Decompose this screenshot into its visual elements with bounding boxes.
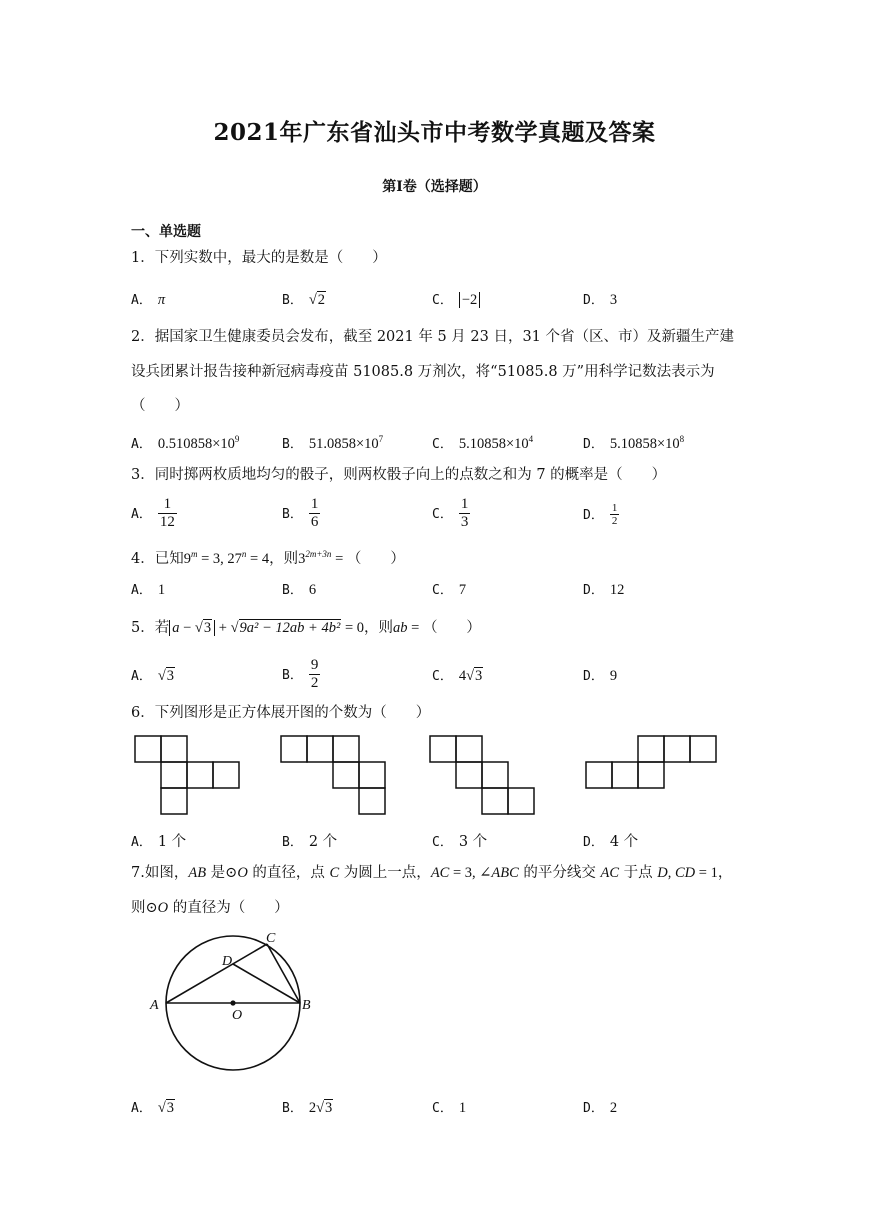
q4-base-9: 9 [183, 551, 191, 567]
q6-option-d [583, 830, 638, 851]
sqrt-symbol: √3 [157, 668, 175, 684]
q4-expr2: = 3, 27 [197, 551, 242, 567]
q2-d-exp: 8 [679, 434, 685, 444]
circle-diagram [145, 928, 325, 1076]
q5-option-b [282, 657, 320, 692]
q6-option-c [432, 830, 487, 851]
q4-d-value: 12 [609, 582, 625, 598]
q5-paren: （ ） [422, 620, 481, 636]
q3-option-b [282, 496, 320, 531]
option-letter: D． [583, 669, 604, 684]
q6-option-b [282, 830, 337, 851]
option-letter: C． [432, 1101, 453, 1116]
q5-radicand-3: 3 [203, 620, 212, 636]
q6-a-value: 1 个 [157, 834, 187, 850]
q5-c-value: 3 [475, 668, 483, 684]
center-point [230, 1000, 235, 1005]
q7-text: 为圆上一点， [339, 865, 431, 881]
page-title: 2021年广东省汕头市中考数学真题及答案 [213, 119, 656, 146]
cube-net-3 [429, 735, 539, 817]
option-letter: D． [583, 507, 604, 523]
q3-c-fraction [459, 496, 471, 531]
q2-b-exp: 7 [378, 434, 384, 444]
option-letter: B． [282, 835, 303, 850]
q7-b-value: 3 [325, 1100, 333, 1116]
option-letter: A． [131, 506, 152, 522]
question-4-stem [131, 544, 405, 569]
q4-mid: ，则 [269, 551, 299, 567]
paper-subtitle: 第Ⅰ卷（选择题） [382, 179, 487, 195]
q5-option-c [432, 665, 483, 685]
chord-ac [166, 944, 267, 1003]
denominator: 2 [611, 515, 618, 527]
numerator: 9 [310, 657, 319, 673]
q1-a-value: π [157, 292, 166, 308]
q3-option-a [131, 496, 177, 531]
q7-text: 7.如图， [131, 865, 189, 881]
q1-b-value: 2 [317, 292, 326, 308]
option-letter: A． [131, 669, 152, 684]
q7-text: 则⊙ [131, 900, 158, 916]
question-7-line-1 [131, 863, 732, 883]
denominator: 12 [159, 514, 175, 530]
q2-c-exp: 4 [528, 434, 534, 444]
label-d: D [222, 954, 233, 969]
q3-b-fraction [309, 496, 321, 531]
q2-option-d [583, 433, 684, 453]
q2-option-b [282, 433, 383, 453]
q7-option-d [583, 1097, 617, 1117]
question-2-line-3: （ ） [131, 398, 189, 414]
q5-radicand-expression: 9a² − 12ab + 4b² [239, 620, 341, 636]
q7-var: C [329, 865, 340, 881]
q5-d-value: 9 [609, 668, 618, 684]
q4-base-3: 3 [298, 551, 306, 567]
option-letter: A． [131, 437, 152, 452]
q2-a-exp: 9 [234, 434, 240, 444]
q5-absolute-value [169, 620, 215, 636]
q5-a-value: 3 [166, 668, 175, 684]
q4-option-c [432, 579, 466, 599]
q3-option-c [432, 496, 470, 531]
option-letter: C． [432, 437, 453, 452]
q7-option-a [131, 1097, 175, 1117]
q4-expr3: = 4 [246, 551, 270, 567]
q1-option-a [131, 289, 165, 309]
q7-text: 于点 [619, 865, 658, 881]
q7-option-c [432, 1097, 466, 1117]
q4-prefix: 4．已知 [131, 551, 184, 567]
option-letter: D． [583, 583, 604, 598]
sqrt-symbol: √3 [316, 1100, 333, 1116]
q6-b-value: 2 个 [308, 834, 338, 850]
q5-plus: + [215, 620, 231, 636]
option-letter: C． [432, 506, 453, 522]
denominator: 2 [310, 675, 319, 691]
q4-option-b [282, 579, 316, 599]
option-letter: D． [583, 293, 604, 308]
option-letter: B． [282, 293, 303, 308]
q1-option-c [432, 289, 480, 309]
option-letter: B． [282, 583, 303, 598]
q2-c-base: 5.10858×10 [458, 436, 529, 452]
q7-var: AC [600, 865, 620, 881]
q1-c-value: −2 [459, 292, 480, 308]
q7-c-value: 1 [458, 1100, 467, 1116]
question-1-stem: 1．下列实数中，最大的是数是（ ） [131, 250, 387, 266]
q7-var: AC [430, 865, 450, 881]
q6-option-a [131, 830, 186, 851]
question-7-line-2 [131, 898, 289, 918]
sqrt-symbol: √2 [308, 292, 326, 308]
option-letter: B． [282, 667, 303, 683]
option-letter: C． [432, 293, 453, 308]
option-letter: B． [282, 437, 303, 452]
option-letter: B． [282, 506, 303, 522]
q4-equals: = [331, 551, 347, 567]
question-3-stem: 3．同时掷两枚质地均匀的骰子，则两枚骰子向上的点数之和为 7 的概率是（ ） [131, 467, 667, 483]
option-letter: A． [131, 293, 152, 308]
question-2-line-1: 2．据国家卫生健康委员会发布，截至 2021 年 5 月 23 日，31 个省（区、市）及新疆生产建 [131, 329, 735, 345]
label-o: O [232, 1008, 243, 1023]
option-letter: A． [131, 1101, 152, 1116]
q2-d-base: 5.10858×10 [609, 436, 680, 452]
q7-text: , [667, 865, 676, 881]
q7-text: 是⊙ [206, 865, 238, 881]
q6-c-value: 3 个 [458, 834, 488, 850]
option-letter: A． [131, 583, 152, 598]
q4-option-d [583, 579, 624, 599]
q5-minus: − [179, 620, 195, 636]
q5-var-a: a [172, 620, 180, 636]
cube-net-2 [280, 735, 390, 817]
q3-option-d [583, 502, 619, 527]
q7-text: = 3, ∠ [449, 865, 492, 881]
q4-a-value: 1 [157, 582, 166, 598]
q4-c-value: 7 [458, 582, 467, 598]
q7-text: 的直径为（ ） [168, 900, 289, 916]
q4-exp-n: n [241, 549, 247, 559]
question-6-stem: 6．下列图形是正方体展开图的个数为（ ） [131, 705, 431, 721]
q3-a-fraction [158, 496, 177, 531]
q7-a-value: 3 [166, 1100, 175, 1116]
option-letter: D． [583, 835, 604, 850]
label-a: A [150, 998, 159, 1013]
q2-a-base: 0.510858×10 [157, 436, 235, 452]
q5-equals: = [407, 620, 423, 636]
cube-net-4 [585, 735, 721, 791]
q7-text: = 1， [695, 865, 733, 881]
q4-option-a [131, 579, 165, 599]
option-letter: D． [583, 1101, 604, 1116]
label-c: C [266, 931, 276, 946]
label-b: B [302, 998, 311, 1013]
option-letter: D． [583, 437, 604, 452]
q5-c-coef: 4 [458, 668, 467, 684]
q7-option-b [282, 1097, 333, 1117]
question-5-stem [131, 618, 481, 638]
question-2-line-2: 设兵团累计报告接种新冠病毒疫苗 51085.8 万剂次，将“51085.8 万”用科学记数法表示为 [131, 364, 715, 380]
q4-exp-m: m [190, 549, 198, 559]
section-heading: 一、单选题 [131, 224, 201, 240]
q7-text: 的平分线交 [518, 865, 601, 881]
q7-b-coef: 2 [308, 1100, 317, 1116]
q2-b-base: 51.0858×10 [308, 436, 379, 452]
denominator: 3 [460, 514, 469, 530]
q7-var: CD [675, 865, 696, 881]
sqrt-symbol: √3 [157, 1100, 175, 1116]
q2-option-c [432, 433, 533, 453]
denominator: 6 [310, 514, 319, 530]
option-letter: C． [432, 835, 453, 850]
q1-option-b [282, 289, 326, 309]
sqrt-symbol: √3 [466, 668, 483, 684]
option-letter: C． [432, 583, 453, 598]
q4-b-value: 6 [308, 582, 317, 598]
q5-eq-zero: = 0 [341, 620, 364, 636]
q7-text: 的直径，点 [247, 865, 330, 881]
q7-var: ABC [491, 865, 519, 881]
q2-option-a [131, 433, 239, 453]
q7-var: O [237, 865, 248, 881]
numerator: 1 [310, 496, 319, 512]
cube-net-1 [134, 735, 244, 817]
numerator: 1 [611, 502, 618, 514]
q6-d-value: 4 个 [609, 834, 639, 850]
option-letter: C． [432, 669, 453, 684]
q5-option-a [131, 665, 175, 685]
q7-var: AB [188, 865, 207, 881]
q5-ab: ab [393, 620, 408, 636]
q5-option-d [583, 665, 617, 685]
q1-option-d [583, 289, 617, 309]
q5-prefix: 5．若 [131, 620, 170, 636]
sqrt-symbol: √3 [194, 620, 212, 636]
q5-mid: ，则 [364, 620, 393, 636]
sqrt-symbol: √9a² − 12ab + 4b² [230, 620, 341, 636]
numerator: 1 [460, 496, 469, 512]
q3-d-fraction [610, 502, 620, 527]
numerator: 1 [158, 496, 177, 514]
q7-var: O [157, 900, 169, 916]
option-letter: B． [282, 1101, 303, 1116]
q7-d-value: 2 [609, 1100, 618, 1116]
q1-d-value: 3 [609, 292, 618, 308]
option-letter: A． [131, 835, 152, 850]
q4-exp-2m3n: 2m+3n [305, 549, 332, 559]
q5-b-fraction [309, 657, 321, 692]
q4-paren: （ ） [346, 551, 405, 567]
q7-var: D [657, 865, 668, 881]
